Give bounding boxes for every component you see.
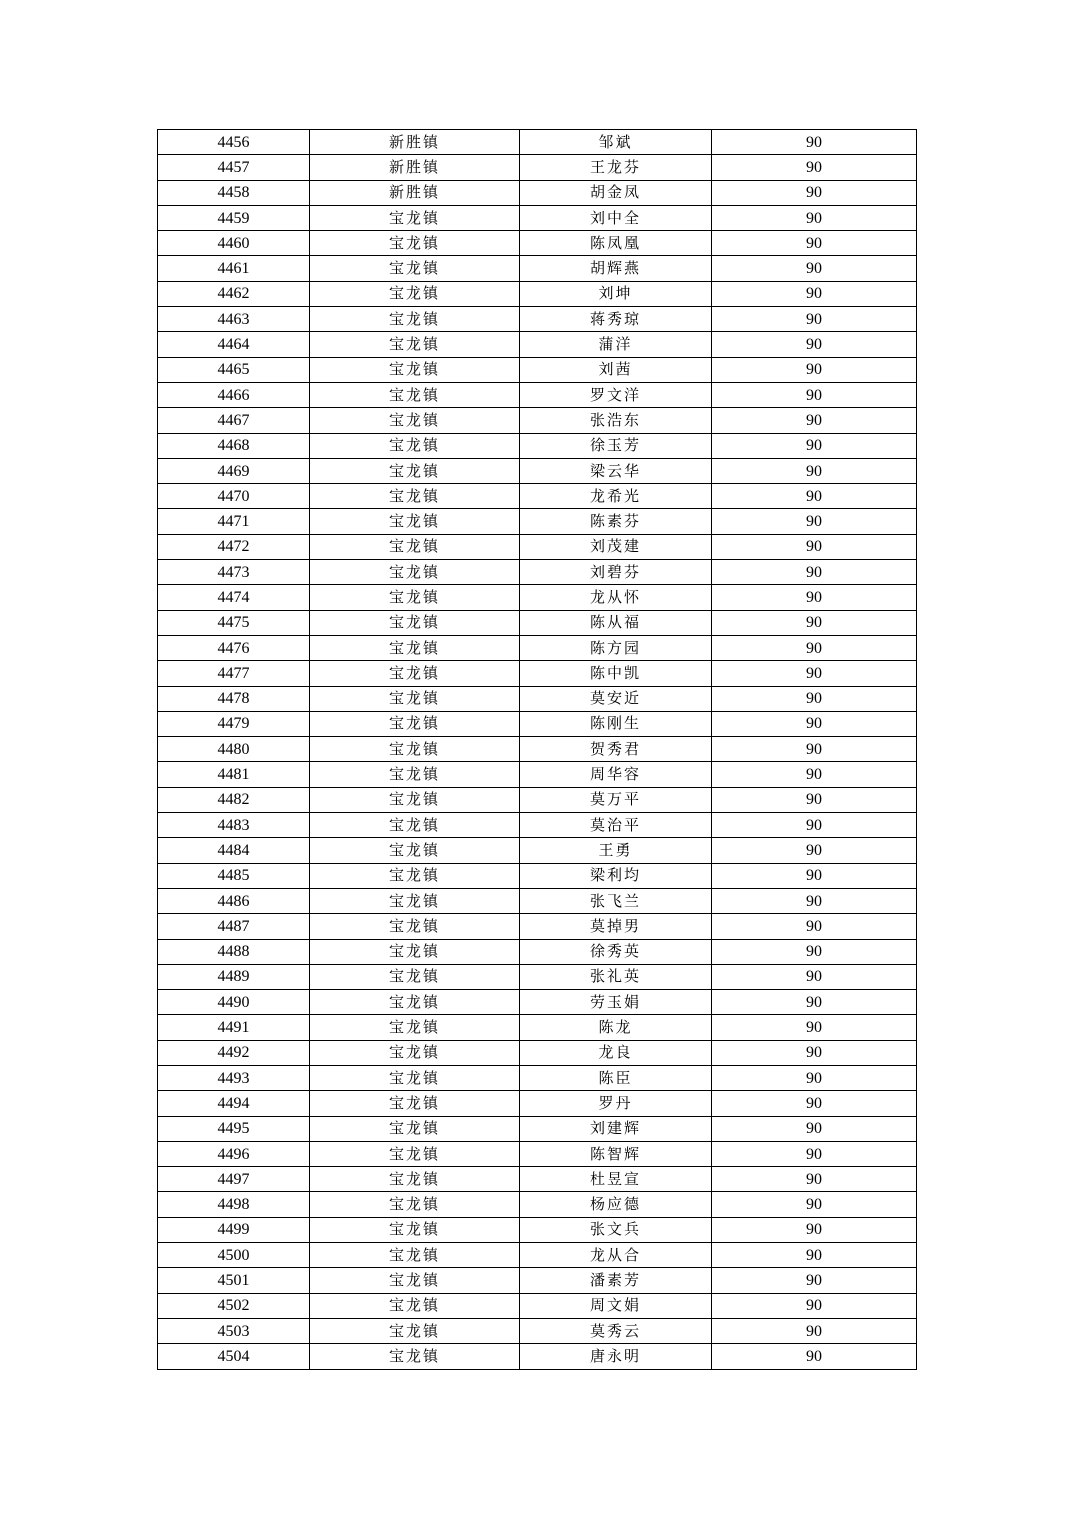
town-cell: 宝龙镇 [310,1040,520,1065]
table-row [158,686,917,711]
table-row [158,180,917,205]
row-number-cell: 4469 [158,458,310,483]
person-name-cell: 张飞兰 [520,888,712,913]
town-cell: 宝龙镇 [310,256,520,281]
town-cell: 宝龙镇 [310,990,520,1015]
person-name-cell: 龙从合 [520,1243,712,1268]
town-cell: 宝龙镇 [310,1091,520,1116]
table-row [158,661,917,686]
row-number-cell: 4457 [158,155,310,180]
row-number-cell: 4485 [158,863,310,888]
score-cell: 90 [712,1268,917,1293]
town-cell: 宝龙镇 [310,737,520,762]
row-number-cell: 4472 [158,534,310,559]
person-name-cell: 徐玉芳 [520,433,712,458]
table-row [158,888,917,913]
row-number-cell: 4466 [158,382,310,407]
table-row [158,382,917,407]
score-cell: 90 [712,307,917,332]
score-cell: 90 [712,863,917,888]
person-name-cell: 刘坤 [520,281,712,306]
table-row [158,1318,917,1343]
table-row [158,1217,917,1242]
score-cell: 90 [712,509,917,534]
person-name-cell: 罗文洋 [520,382,712,407]
town-cell: 宝龙镇 [310,231,520,256]
score-cell: 90 [712,737,917,762]
person-name-cell: 刘建辉 [520,1116,712,1141]
person-name-cell: 张文兵 [520,1217,712,1242]
town-cell: 宝龙镇 [310,838,520,863]
person-name-cell: 陈从福 [520,610,712,635]
person-name-cell: 胡辉燕 [520,256,712,281]
row-number-cell: 4495 [158,1116,310,1141]
table-row [158,408,917,433]
row-number-cell: 4479 [158,711,310,736]
score-cell: 90 [712,1015,917,1040]
score-cell: 90 [712,585,917,610]
score-cell: 90 [712,382,917,407]
person-name-cell: 陈素芬 [520,509,712,534]
row-number-cell: 4498 [158,1192,310,1217]
score-cell: 90 [712,964,917,989]
score-cell: 90 [712,711,917,736]
score-cell: 90 [712,433,917,458]
score-cell: 90 [712,408,917,433]
score-cell: 90 [712,180,917,205]
person-name-cell: 梁云华 [520,458,712,483]
person-name-cell: 陈龙 [520,1015,712,1040]
person-name-cell: 唐永明 [520,1344,712,1369]
row-number-cell: 4489 [158,964,310,989]
person-name-cell: 莫万平 [520,787,712,812]
table-row [158,357,917,382]
score-cell: 90 [712,205,917,230]
town-cell: 宝龙镇 [310,585,520,610]
table-row [158,1141,917,1166]
score-cell: 90 [712,1318,917,1343]
town-cell: 宝龙镇 [310,1217,520,1242]
town-cell: 宝龙镇 [310,560,520,585]
row-number-cell: 4468 [158,433,310,458]
score-cell: 90 [712,635,917,660]
score-cell: 90 [712,256,917,281]
town-cell: 宝龙镇 [310,307,520,332]
table-row [158,610,917,635]
score-cell: 90 [712,1141,917,1166]
town-cell: 宝龙镇 [310,1268,520,1293]
table-row [158,787,917,812]
score-cell: 90 [712,888,917,913]
table-row [158,1065,917,1090]
person-name-cell: 蒋秀琼 [520,307,712,332]
row-number-cell: 4456 [158,130,310,155]
person-name-cell: 龙良 [520,1040,712,1065]
person-name-cell: 莫掉男 [520,914,712,939]
person-name-cell: 陈刚生 [520,711,712,736]
row-number-cell: 4499 [158,1217,310,1242]
row-number-cell: 4459 [158,205,310,230]
town-cell: 宝龙镇 [310,863,520,888]
score-cell: 90 [712,1344,917,1369]
town-cell: 宝龙镇 [310,686,520,711]
score-cell: 90 [712,1243,917,1268]
table-row [158,458,917,483]
town-cell: 宝龙镇 [310,484,520,509]
row-number-cell: 4494 [158,1091,310,1116]
town-cell: 宝龙镇 [310,711,520,736]
row-number-cell: 4484 [158,838,310,863]
score-cell: 90 [712,1217,917,1242]
person-name-cell: 蒲洋 [520,332,712,357]
table-row [158,332,917,357]
row-number-cell: 4490 [158,990,310,1015]
town-cell: 宝龙镇 [310,661,520,686]
row-number-cell: 4483 [158,813,310,838]
town-cell: 宝龙镇 [310,1344,520,1369]
row-number-cell: 4496 [158,1141,310,1166]
score-cell: 90 [712,990,917,1015]
row-number-cell: 4501 [158,1268,310,1293]
table-row [158,762,917,787]
score-cell: 90 [712,357,917,382]
score-cell: 90 [712,534,917,559]
table-row [158,155,917,180]
table-row [158,1167,917,1192]
person-name-cell: 张礼英 [520,964,712,989]
table-row [158,256,917,281]
town-cell: 宝龙镇 [310,762,520,787]
row-number-cell: 4458 [158,180,310,205]
table-row [158,914,917,939]
town-cell: 宝龙镇 [310,888,520,913]
score-cell: 90 [712,484,917,509]
town-cell: 宝龙镇 [310,1015,520,1040]
row-number-cell: 4471 [158,509,310,534]
row-number-cell: 4497 [158,1167,310,1192]
score-cell: 90 [712,1040,917,1065]
score-cell: 90 [712,838,917,863]
table-row [158,281,917,306]
table-row [158,635,917,660]
row-number-cell: 4473 [158,560,310,585]
table-row [158,1268,917,1293]
person-name-cell: 王勇 [520,838,712,863]
person-name-cell: 刘碧芬 [520,560,712,585]
score-cell: 90 [712,939,917,964]
town-cell: 新胜镇 [310,130,520,155]
town-cell: 宝龙镇 [310,1116,520,1141]
table-row [158,990,917,1015]
row-number-cell: 4482 [158,787,310,812]
table-row [158,231,917,256]
town-cell: 宝龙镇 [310,1192,520,1217]
row-number-cell: 4467 [158,408,310,433]
row-number-cell: 4503 [158,1318,310,1343]
town-cell: 宝龙镇 [310,1293,520,1318]
row-number-cell: 4492 [158,1040,310,1065]
person-name-cell: 徐秀英 [520,939,712,964]
score-cell: 90 [712,686,917,711]
data-table [157,129,917,1370]
person-name-cell: 刘茂建 [520,534,712,559]
person-name-cell: 梁利均 [520,863,712,888]
person-name-cell: 陈方园 [520,635,712,660]
row-number-cell: 4486 [158,888,310,913]
row-number-cell: 4464 [158,332,310,357]
town-cell: 宝龙镇 [310,1167,520,1192]
table-row [158,130,917,155]
person-name-cell: 陈智辉 [520,1141,712,1166]
town-cell: 宝龙镇 [310,914,520,939]
score-cell: 90 [712,155,917,180]
score-cell: 90 [712,661,917,686]
score-cell: 90 [712,560,917,585]
score-cell: 90 [712,1192,917,1217]
town-cell: 宝龙镇 [310,509,520,534]
score-cell: 90 [712,813,917,838]
row-number-cell: 4476 [158,635,310,660]
person-name-cell: 陈凤凰 [520,231,712,256]
score-cell: 90 [712,130,917,155]
person-name-cell: 龙希光 [520,484,712,509]
town-cell: 宝龙镇 [310,205,520,230]
score-cell: 90 [712,762,917,787]
score-cell: 90 [712,1091,917,1116]
person-name-cell: 邹斌 [520,130,712,155]
row-number-cell: 4462 [158,281,310,306]
table-row [158,711,917,736]
person-name-cell: 周文娟 [520,1293,712,1318]
table-row [158,509,917,534]
score-cell: 90 [712,458,917,483]
person-name-cell: 龙从怀 [520,585,712,610]
row-number-cell: 4465 [158,357,310,382]
score-cell: 90 [712,332,917,357]
table-row [158,1040,917,1065]
table-row [158,205,917,230]
table-row [158,1344,917,1369]
table-row [158,1091,917,1116]
town-cell: 宝龙镇 [310,534,520,559]
town-cell: 宝龙镇 [310,408,520,433]
person-name-cell: 刘茜 [520,357,712,382]
person-name-cell: 莫安近 [520,686,712,711]
table-row [158,534,917,559]
row-number-cell: 4460 [158,231,310,256]
person-name-cell: 周华容 [520,762,712,787]
town-cell: 宝龙镇 [310,939,520,964]
row-number-cell: 4480 [158,737,310,762]
town-cell: 宝龙镇 [310,635,520,660]
table-row [158,863,917,888]
row-number-cell: 4504 [158,1344,310,1369]
row-number-cell: 4461 [158,256,310,281]
row-number-cell: 4491 [158,1015,310,1040]
row-number-cell: 4493 [158,1065,310,1090]
person-name-cell: 胡金凤 [520,180,712,205]
row-number-cell: 4477 [158,661,310,686]
table-row [158,939,917,964]
town-cell: 宝龙镇 [310,1243,520,1268]
table-row [158,1293,917,1318]
row-number-cell: 4487 [158,914,310,939]
town-cell: 新胜镇 [310,180,520,205]
table-row [158,964,917,989]
person-name-cell: 王龙芬 [520,155,712,180]
row-number-cell: 4488 [158,939,310,964]
table-body [158,130,917,1370]
person-name-cell: 杜昱宣 [520,1167,712,1192]
score-cell: 90 [712,1065,917,1090]
town-cell: 宝龙镇 [310,357,520,382]
score-cell: 90 [712,914,917,939]
table-row [158,1015,917,1040]
person-name-cell: 潘素芳 [520,1268,712,1293]
town-cell: 宝龙镇 [310,458,520,483]
person-name-cell: 陈中凯 [520,661,712,686]
score-cell: 90 [712,1167,917,1192]
table-row [158,433,917,458]
row-number-cell: 4463 [158,307,310,332]
town-cell: 宝龙镇 [310,1318,520,1343]
row-number-cell: 4475 [158,610,310,635]
table-row [158,737,917,762]
table-row [158,560,917,585]
row-number-cell: 4470 [158,484,310,509]
table-row [158,1116,917,1141]
town-cell: 宝龙镇 [310,433,520,458]
person-name-cell: 劳玉娟 [520,990,712,1015]
town-cell: 宝龙镇 [310,1065,520,1090]
person-name-cell: 张浩东 [520,408,712,433]
town-cell: 宝龙镇 [310,787,520,812]
table-row [158,1243,917,1268]
table-row [158,484,917,509]
score-cell: 90 [712,281,917,306]
town-cell: 宝龙镇 [310,332,520,357]
town-cell: 宝龙镇 [310,610,520,635]
town-cell: 新胜镇 [310,155,520,180]
town-cell: 宝龙镇 [310,1141,520,1166]
person-name-cell: 刘中全 [520,205,712,230]
score-cell: 90 [712,231,917,256]
person-name-cell: 杨应德 [520,1192,712,1217]
score-cell: 90 [712,1293,917,1318]
row-number-cell: 4500 [158,1243,310,1268]
row-number-cell: 4478 [158,686,310,711]
town-cell: 宝龙镇 [310,964,520,989]
score-cell: 90 [712,787,917,812]
table-row [158,838,917,863]
person-name-cell: 莫治平 [520,813,712,838]
table-row [158,813,917,838]
town-cell: 宝龙镇 [310,382,520,407]
person-name-cell: 莫秀云 [520,1318,712,1343]
score-cell: 90 [712,1116,917,1141]
score-cell: 90 [712,610,917,635]
town-cell: 宝龙镇 [310,813,520,838]
person-name-cell: 贺秀君 [520,737,712,762]
town-cell: 宝龙镇 [310,281,520,306]
row-number-cell: 4481 [158,762,310,787]
row-number-cell: 4474 [158,585,310,610]
person-name-cell: 罗丹 [520,1091,712,1116]
table-row [158,585,917,610]
table-row [158,307,917,332]
row-number-cell: 4502 [158,1293,310,1318]
person-name-cell: 陈臣 [520,1065,712,1090]
table-row [158,1192,917,1217]
